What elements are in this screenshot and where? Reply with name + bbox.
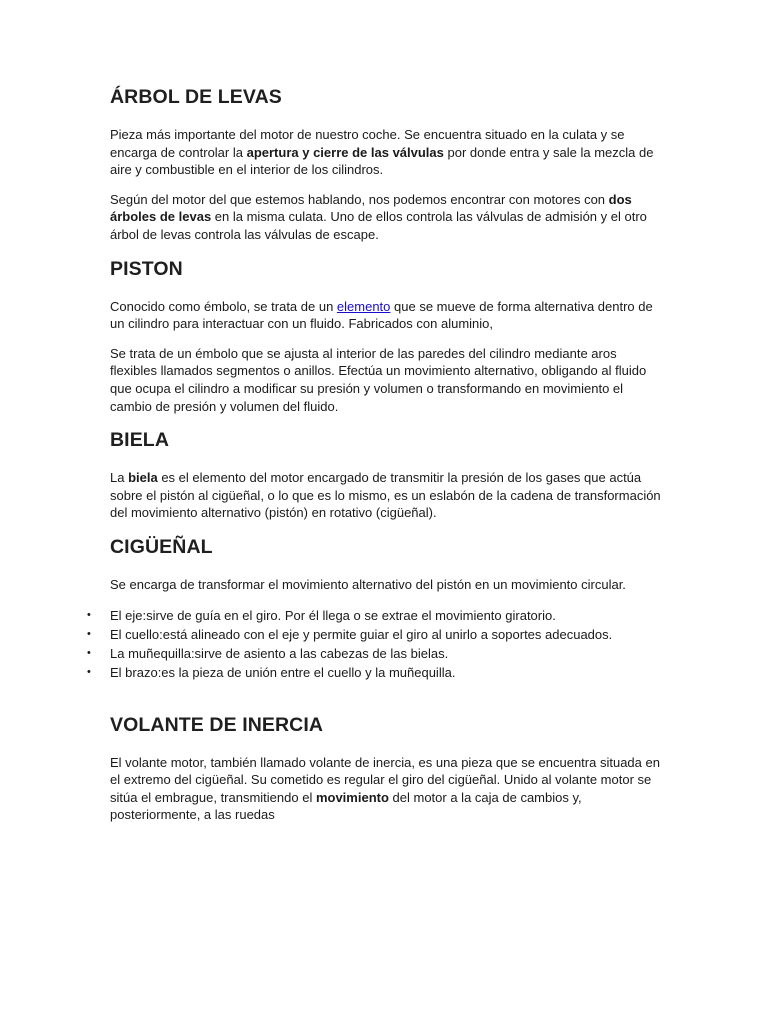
- paragraph-ciguenal-1: Se encarga de transformar el movimiento alternativo del pistón en un movimiento circular.: [110, 576, 626, 592]
- text-segment: del motor a la caja de cambios y, posteriormente, a las ruedas: [110, 789, 582, 823]
- text-segment: Conocido como émbolo, se trata de un: [110, 298, 337, 314]
- list-item: • La muñequilla:sirve de asiento a las cabezas de las bielas.: [110, 644, 662, 663]
- paragraph-arbol-1: [110, 126, 662, 179]
- bold-text: biela: [128, 470, 158, 486]
- heading-arbol-de-levas: ÁRBOL DE LEVAS: [110, 86, 282, 108]
- heading-volante-de-inercia: VOLANTE DE INERCIA: [110, 713, 324, 736]
- paragraph-piston-1: [110, 298, 662, 333]
- list-item: • El eje:sirve de guía en el giro. Por él llega o se extrae el movimiento giratorio.: [110, 606, 662, 625]
- text-segment: El volante motor, también llamado volante de inercia, es una pieza que se encuentra situada en el extremo del cigüeñal. Su cometido es regular el giro del cigüeñal. Unido al volante motor se sitúa el embrague, transmitiendo el: [110, 754, 660, 805]
- elemento-link[interactable]: elemento: [336, 298, 391, 314]
- text-segment: es el elemento del motor encargado de transmitir la presión de los gases que actúa sobre el pistón al cigüeñal, o lo que es lo mismo, es un eslabón de la cadena de transformación del movimiento alternativo (pistón) en rotativo (cigüeñal).: [110, 470, 661, 521]
- paragraph-arbol-2: [110, 191, 662, 244]
- bold-text: dos árboles de levas: [110, 191, 632, 225]
- text-segment: que se mueve de forma alternativa dentro de un cilindro para interactuar con un fluido. Fabricados con aluminio,: [110, 298, 653, 332]
- spacer: [110, 682, 662, 712]
- document-body: [110, 84, 662, 836]
- ciguenal-parts-list: [110, 606, 662, 682]
- heading-biela: BIELA: [110, 429, 169, 452]
- paragraph-piston-2: Se trata de un émbolo que se ajusta al interior de las paredes del cilindro mediante aros flexibles llamados segmentos o anillos. Efectúa un movimiento alternativo, obligando al fluido que ocupa el cilindro a modificar su presión y volumen o transformando en movimiento el cambio de presión y volumen del fluido.: [110, 345, 647, 414]
- list-item: • El brazo:es la pieza de unión entre el cuello y la muñequilla.: [110, 663, 662, 682]
- heading-piston: PISTON: [110, 257, 183, 280]
- text-segment: Pieza más importante del motor de nuestro coche. Se encuentra situado en la culata y se encarga de controlar la: [110, 127, 625, 160]
- text-segment: por donde entra y sale la mezcla de aire y combustible en el interior de los cilindros.: [110, 144, 654, 178]
- text-segment: Según del motor del que estemos hablando, nos podemos encontrar con motores con: [110, 191, 609, 207]
- heading-ciguenal: CIGÜEÑAL: [110, 535, 213, 558]
- bold-text: movimiento: [315, 789, 389, 805]
- text-segment: La: [110, 470, 129, 486]
- text-segment: en la misma culata. Uno de ellos controla las válvulas de admisión y el otro árbol de levas controla las válvulas de escape.: [110, 209, 647, 242]
- bold-text: apertura y cierre de las válvulas: [246, 144, 444, 160]
- paragraph-biela-1: [110, 469, 662, 522]
- paragraph-volante-1: [110, 754, 662, 824]
- list-item: • El cuello:está alineado con el eje y permite guiar el giro al unirlo a soportes adecuados.: [110, 625, 662, 644]
